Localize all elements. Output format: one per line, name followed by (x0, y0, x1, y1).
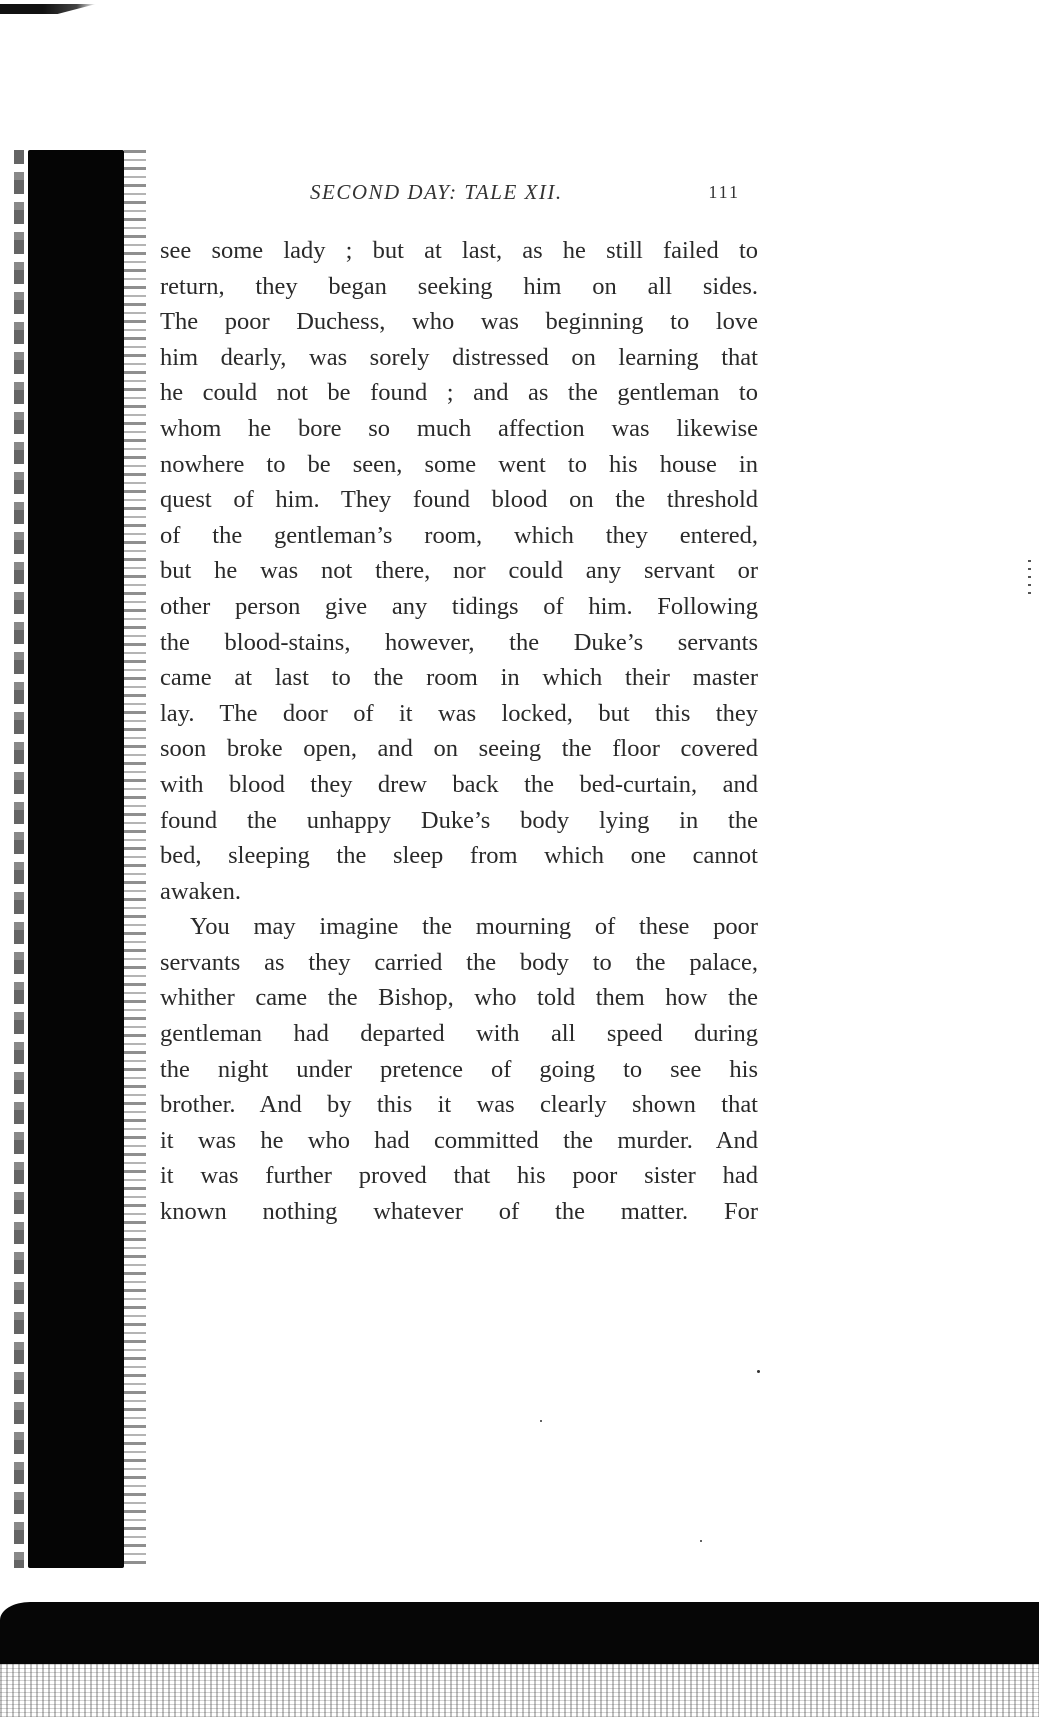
text-line: quest of him. They found blood on the threshold (160, 486, 758, 514)
page-body (160, 233, 758, 1230)
text-line: with blood they drew back the bed-curtain, and (160, 770, 758, 798)
text-line: of the gentleman’s room, which they entered, (160, 521, 758, 549)
text-line: the night under pretence of going to see his (160, 1055, 758, 1083)
text-line: see some lady ; but at last, as he still failed to (160, 237, 758, 264)
text-line: brother. And by this it was clearly shown that (160, 1091, 758, 1119)
text-line: but he was not there, nor could any servant or (160, 557, 758, 585)
text-line: it was further proved that his poor sister had (160, 1162, 758, 1190)
text-line: came at last to the room in which their master (160, 664, 758, 692)
running-header (160, 180, 760, 210)
scan-bottom-shadow (0, 1602, 1039, 1664)
text-line: he could not be found ; and as the gentleman to (160, 379, 758, 407)
running-header-title: SECOND DAY: TALE XII. (310, 180, 563, 204)
text-line: return, they began seeking him on all sides. (160, 272, 758, 300)
binding-shadow (28, 150, 124, 1568)
scan-speck-marks (1028, 560, 1031, 600)
text-line: whither came the Bishop, who told them how the (160, 984, 758, 1012)
page-number: 111 (708, 182, 740, 202)
text-line: whom he bore so much affection was likewise (160, 414, 758, 442)
scan-speck (540, 1420, 542, 1422)
scan-bottom-noise (0, 1664, 1039, 1717)
text-line: soon broke open, and on seeing the floor covered (160, 735, 758, 763)
text-line: known nothing whatever of the matter. For (160, 1198, 758, 1226)
text-line: it was he who had committed the murder. And (160, 1126, 758, 1154)
scan-edge-mark (0, 4, 96, 14)
text-line: found the unhappy Duke’s body lying in the (160, 806, 758, 834)
paragraph (160, 233, 758, 909)
text-line: him dearly, was sorely distressed on learning that (160, 343, 758, 371)
text-line: You may imagine the mourning of these poor (190, 913, 758, 941)
text-line: The poor Duchess, who was beginning to love (160, 308, 758, 336)
text-line: awaken. (160, 877, 241, 905)
scan-speck (757, 1370, 760, 1373)
text-line: bed, sleeping the sleep from which one cannot (160, 842, 758, 870)
text-line: gentleman had departed with all speed during (160, 1020, 758, 1048)
text-line: lay. The door of it was locked, but this they (160, 699, 758, 727)
text-line: nowhere to be seen, some went to his house in (160, 450, 758, 478)
scan-speck (700, 1540, 702, 1542)
paragraph (160, 909, 758, 1229)
text-line: servants as they carried the body to the palace, (160, 948, 758, 976)
text-line: other person give any tidings of him. Following (160, 592, 758, 620)
text-line: the blood-stains, however, the Duke’s servants (160, 628, 758, 656)
